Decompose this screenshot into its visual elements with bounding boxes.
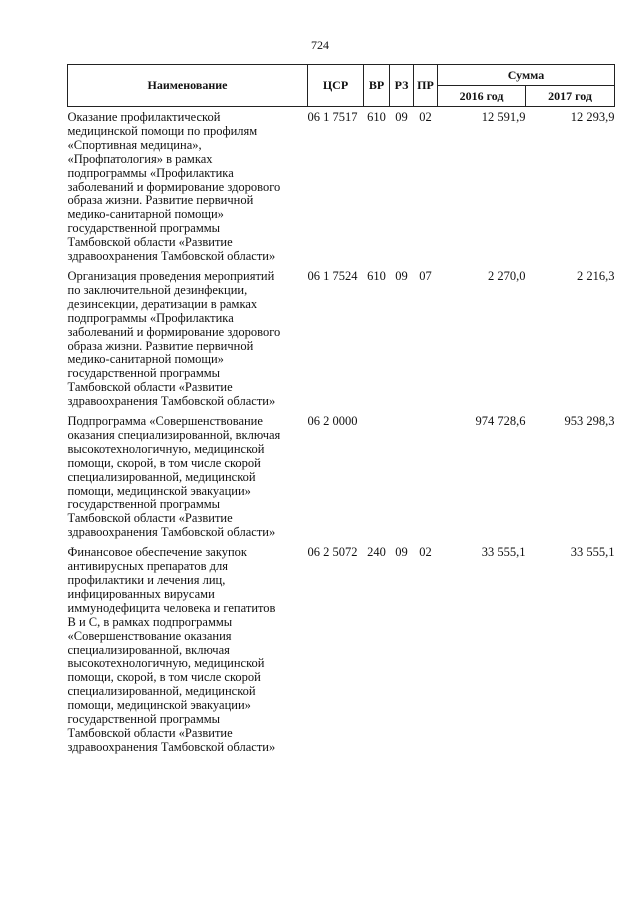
row-name-line: здравоохранения Тамбовской области» [67, 739, 276, 754]
row-name [68, 107, 308, 264]
row-csr: 06 2 5072 [307, 545, 358, 560]
row-csr: 06 1 7524 [307, 268, 358, 283]
row-sum-2016: 33 555,1 [481, 545, 526, 560]
row-name-line: помощи, медицинской эвакуации» [67, 698, 251, 713]
row-name [68, 264, 308, 409]
header-vr: ВР [364, 65, 390, 107]
header-name: Наименование [68, 65, 308, 107]
row-name-line: оказания специализированной, включая [67, 427, 281, 442]
row-pr: 02 [419, 110, 432, 124]
row-name-line: высокотехнологичную, медицинской [67, 441, 265, 456]
row-name-line: подпрограммы «Профилактика [67, 165, 234, 180]
row-name-line: Организация проведения мероприятий [67, 268, 275, 283]
row-name-line: высокотехнологичную, медицинской [67, 656, 265, 671]
row-name-line: медико-санитарной помощи» [67, 207, 224, 222]
header-pr: ПР [414, 65, 438, 107]
row-vr: 610 [367, 268, 386, 283]
row-name-line: специализированной, медицинской [67, 469, 256, 484]
row-sum-2017: 2 216,3 [577, 268, 615, 283]
row-name-line: антивирусных препаратов для [67, 559, 228, 574]
header-sum: Сумма [438, 65, 615, 86]
row-rz: 09 [395, 110, 408, 124]
row-pr [414, 409, 438, 540]
row-name-line: Тамбовской области «Развитие [67, 511, 233, 526]
row-sum-2016: 974 728,6 [475, 414, 526, 429]
row-name-line: помощи, скорой, в том числе скорой [67, 670, 261, 685]
row-vr [364, 409, 390, 540]
row-csr: 06 1 7517 [307, 110, 358, 124]
row-pr: 07 [419, 268, 432, 283]
row-name-line: медико-санитарной помощи» [67, 352, 224, 367]
row-sum-2016: 12 591,9 [481, 110, 526, 124]
row-name-line: В и С, в рамках подпрограммы [67, 614, 233, 629]
row-name [68, 409, 308, 540]
row-rz [390, 409, 414, 540]
table-row [68, 540, 615, 755]
row-name-line: «Совершенствование оказания [67, 628, 232, 643]
row-name-line: государственной программы [67, 221, 221, 236]
row-name-line: помощи, скорой, в том числе скорой [67, 455, 261, 470]
row-name-line: государственной программы [67, 497, 221, 512]
row-rz: 09 [395, 545, 408, 560]
row-sum-2017: 12 293,9 [570, 110, 615, 124]
table-row [68, 409, 615, 540]
budget-table [67, 64, 615, 755]
row-name-line: образа жизни. Развитие первичной [67, 338, 254, 353]
row-sum-2017: 33 555,1 [570, 545, 615, 560]
row-name-line: «Профпатология» в рамках [67, 151, 213, 166]
row-name-line: здравоохранения Тамбовской области» [67, 394, 276, 409]
row-name-line: «Спортивная медицина», [67, 137, 202, 152]
row-csr: 06 2 0000 [307, 414, 358, 429]
row-vr: 240 [367, 545, 386, 560]
table-body [68, 107, 615, 755]
row-name-line: Тамбовской области «Развитие [67, 725, 233, 740]
row-name-line: медицинской помощи по профилям [67, 123, 258, 138]
row-name-line: по заключительной дезинфекции, [67, 282, 248, 297]
row-name-line: здравоохранения Тамбовской области» [67, 525, 276, 540]
row-name-line: профилактики и лечения лиц, [67, 573, 226, 587]
header-2016: 2016 год [438, 86, 526, 107]
row-name-line: заболеваний и формирование здорового [67, 324, 281, 339]
row-rz: 09 [395, 268, 408, 283]
row-name-line: помощи, медицинской эвакуации» [67, 483, 251, 498]
row-name-line: Тамбовской области «Развитие [67, 380, 233, 395]
row-name-line: Подпрограмма «Совершенствование [67, 414, 263, 429]
header-csr: ЦСР [308, 65, 364, 107]
row-name-line: Оказание профилактической [67, 110, 221, 124]
row-name-line: Финансовое обеспечение закупок [67, 545, 247, 560]
row-pr: 02 [419, 545, 432, 560]
page-number: 724 [311, 38, 329, 52]
row-vr: 610 [367, 110, 386, 124]
row-name-line: специализированной, медицинской [67, 684, 256, 699]
row-name-line: образа жизни. Развитие первичной [67, 193, 254, 208]
row-name-line: инфицированных вирусами [67, 586, 215, 601]
row-name-line: специализированной, включая [67, 642, 230, 657]
table-row [68, 264, 615, 409]
row-name-line: государственной программы [67, 712, 221, 727]
row-name-line: заболеваний и формирование здорового [67, 179, 281, 194]
table-row [68, 107, 615, 264]
row-name [68, 540, 308, 755]
row-sum-2017: 953 298,3 [564, 414, 615, 429]
row-name-line: Тамбовской области «Развитие [67, 235, 233, 250]
row-sum-2016: 2 270,0 [488, 268, 526, 283]
row-name-line: дезинсекции, дератизации в рамках [67, 296, 258, 311]
row-name-line: подпрограммы «Профилактика [67, 310, 234, 325]
row-name-line: иммунодефицита человека и гепатитов [67, 600, 276, 615]
header-2017: 2017 год [526, 86, 615, 107]
header-rz: РЗ [390, 65, 414, 107]
row-name-line: здравоохранения Тамбовской области» [67, 249, 276, 264]
row-name-line: государственной программы [67, 366, 221, 381]
